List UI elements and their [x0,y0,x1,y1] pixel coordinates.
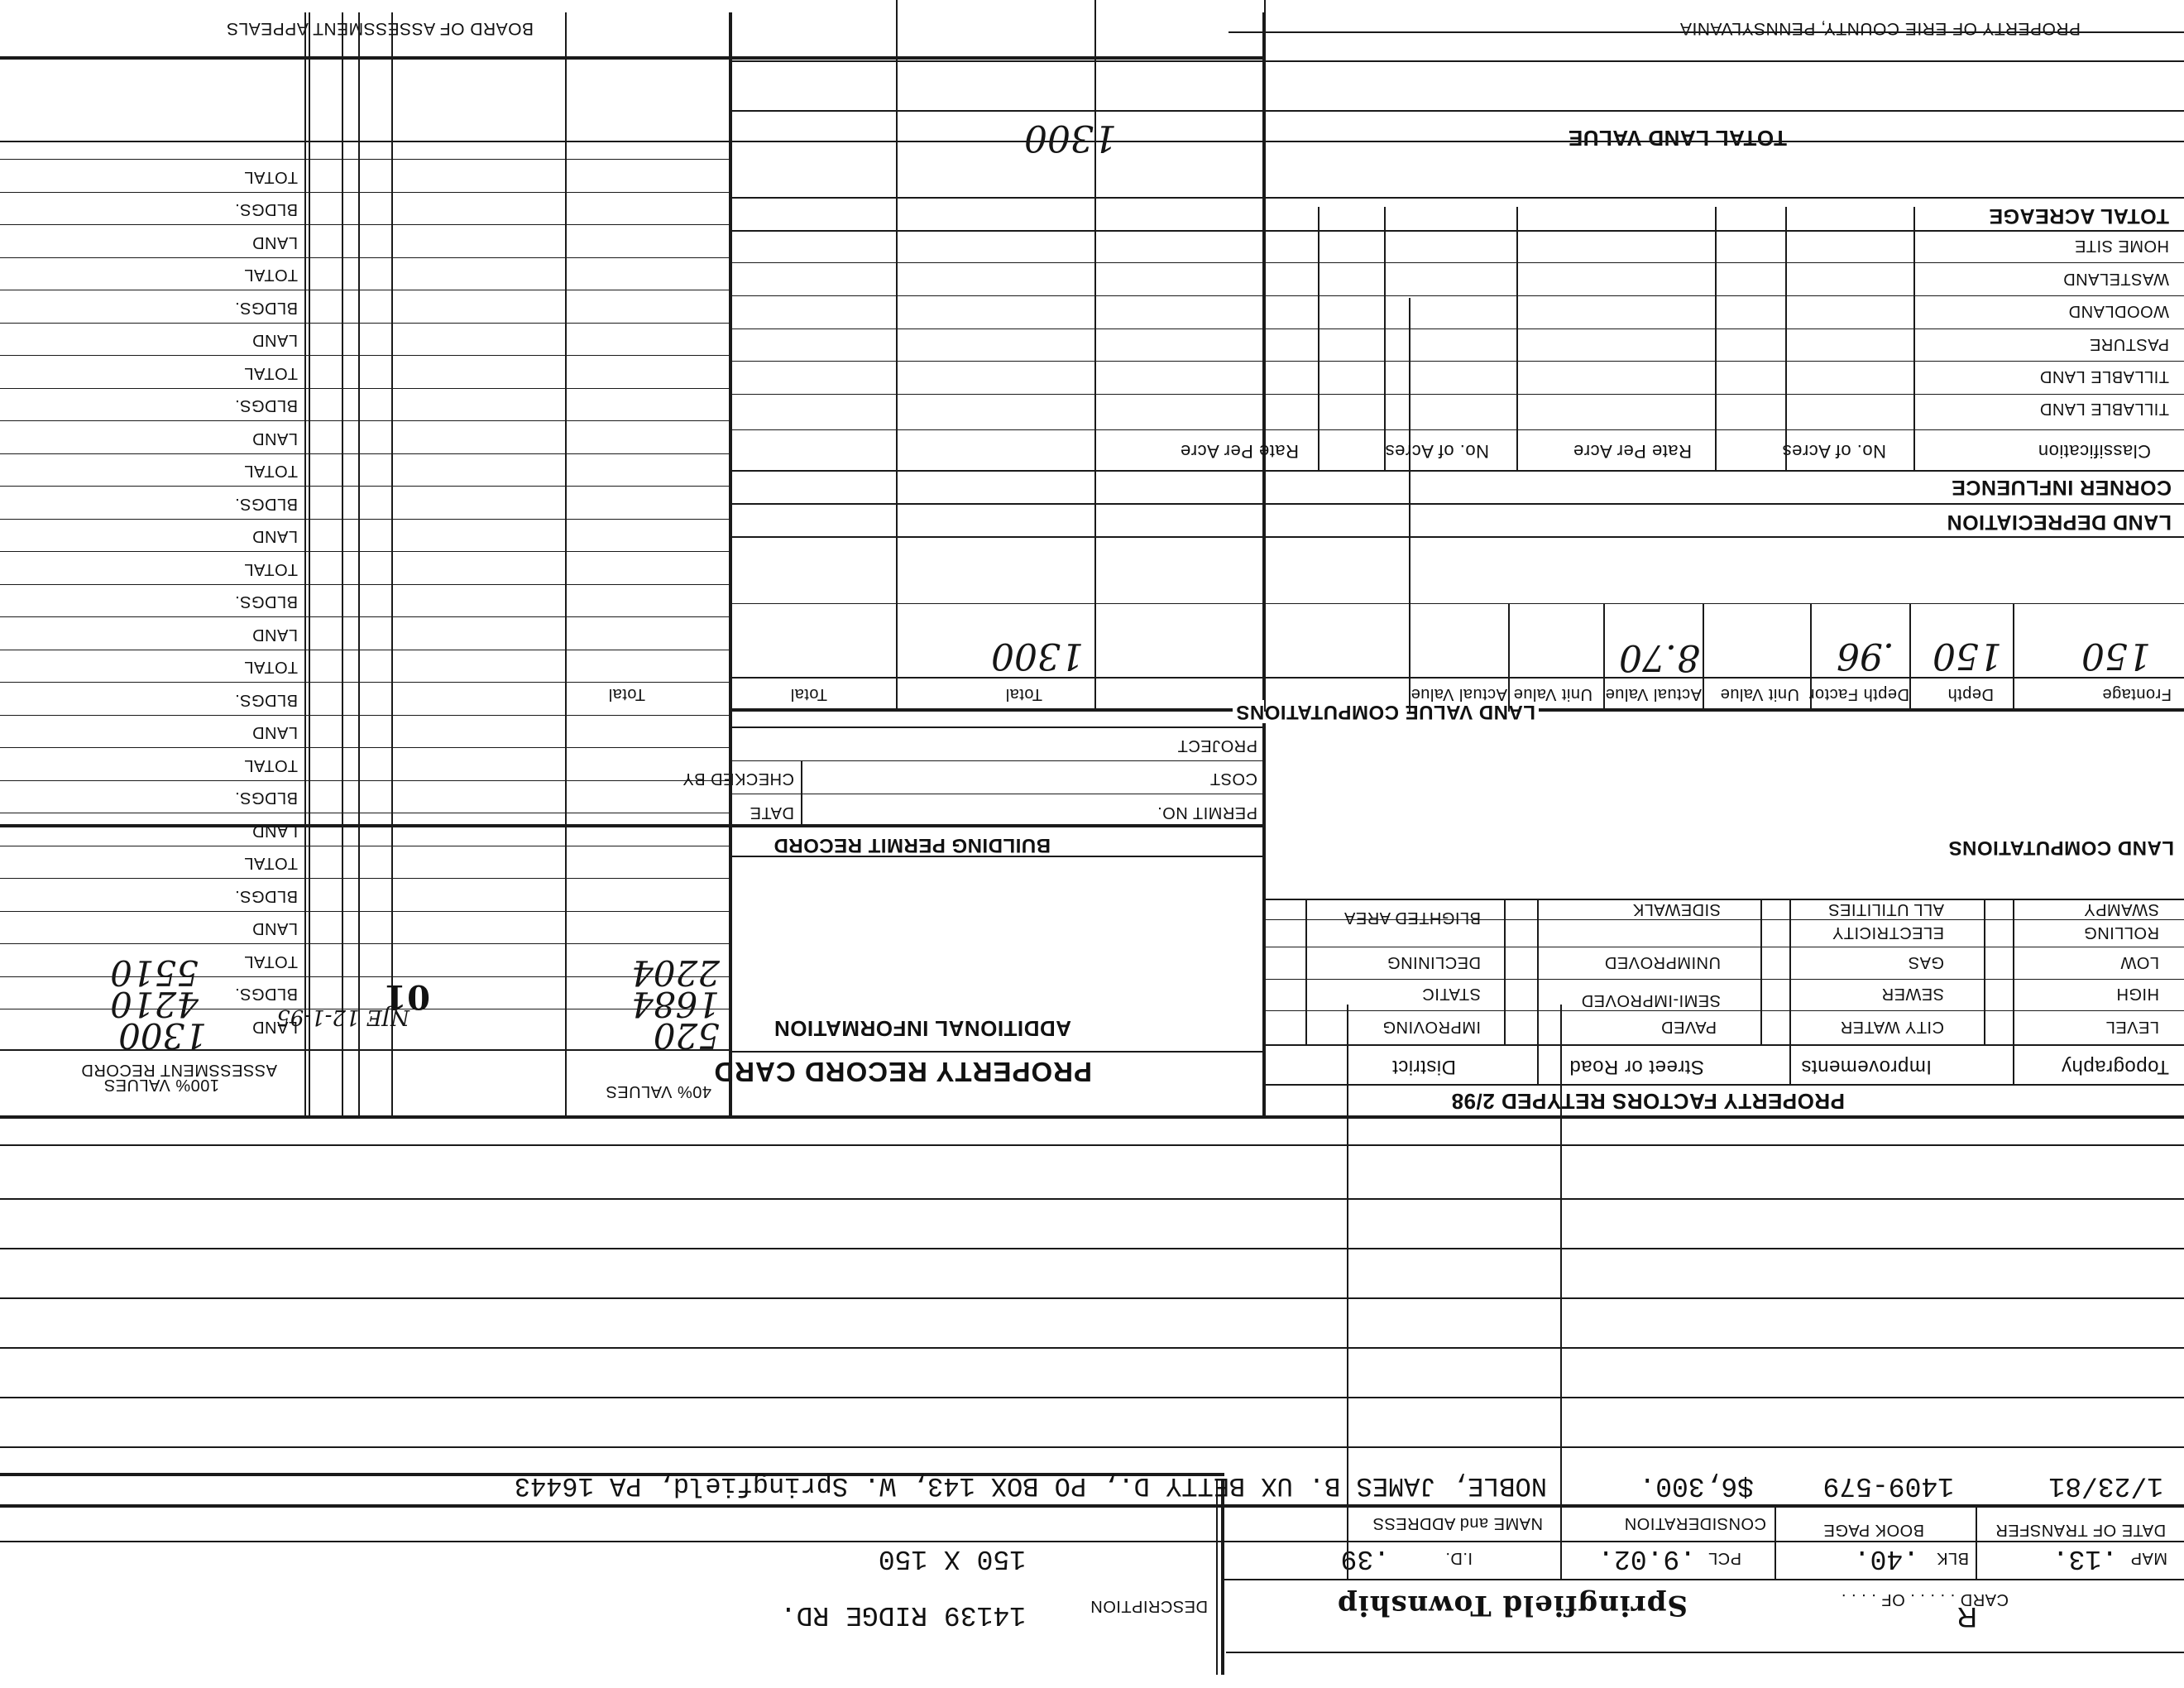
depth-value: 150 [1933,635,2002,677]
assessment-row-label: BLDGS. [234,789,298,808]
factors-col-sep [2013,900,2014,1086]
assessment-row-label: BLDGS. [234,396,298,415]
blk-label: BLK [1936,1549,1969,1567]
project-label: PROJECT [1177,736,1257,755]
factors-title-rule [1266,1084,2184,1086]
record-card-title: PROPERTY RECORD CARD [713,1057,1092,1087]
id-value: .39 [1340,1543,1390,1574]
assessment-row-label: TOTAL [243,658,298,677]
assessment-row-line [0,748,732,749]
top-divider-v [1221,1479,1224,1675]
property-factors-title: PROPERTY FACTORS RETYPED 2/98 [1451,1089,1845,1114]
initials: NJE 12-1-95 [276,1005,410,1029]
assessment-row-label: TOTAL [243,364,298,382]
land-100-value: 1300 [118,1015,207,1056]
assessment-row-line [0,453,732,454]
bldgs-100-value: 4210 [110,984,199,1024]
transfer-date: 1/23/81 [2048,1470,2163,1501]
transfer-name-address: NOBLE, JAMES B. UX BETTY D., PO BOX 143, W. Springfield, PA 16443 [514,1470,1547,1501]
date-label: DATE [750,803,794,822]
land-value-computations-title: LAND VALUE COMPUTATIONS [1233,700,1539,723]
assessment-row-label: LAND [251,233,298,252]
consideration-header: CONSIDERATION [1624,1514,1766,1532]
assessment-row-line [0,160,732,161]
land-computations-label: LAND COMPUTATIONS [1948,837,2174,859]
total-40-value: 2204 [631,952,720,993]
name-address-header: NAME and ADDRESS [1372,1514,1543,1532]
transfer-row-line [0,1347,2184,1349]
assessment-row-label: BLDGS. [234,299,298,317]
col-unit-value-2: Unit Value [1513,685,1592,703]
district-header: District [1391,1056,1456,1078]
class-tillable-1: TILLABLE LAND [2039,400,2169,418]
improvements-header: Improvements [1800,1056,1932,1078]
assessment-row-label: LAND [251,919,298,938]
sep-blk [1774,1508,1776,1580]
factor-swampy: SWAMPY [2083,900,2159,918]
permit-no-label: PERMIT NO. [1157,803,1257,822]
id-label: I.D. [1444,1549,1473,1567]
factor-city-water: CITY WATER [1840,1018,1944,1036]
transfer-date-header: DATE OF TRANSFER [1995,1521,2167,1539]
owner-line: PROPERTY OF ERIE COUNTY, PENNSYLVANIA [1679,19,2081,38]
factor-high: HIGH [2116,985,2159,1003]
board-line: BOARD OF ASSESSMENT APPEALS [226,19,534,38]
rate-per-acre-header-2: Rate Per Acre [1180,441,1299,462]
factor-blighted-area: BLIGHTED AREA [1343,909,1481,927]
assessment-row-line [0,290,732,291]
assessment-row-line [0,519,732,520]
assessment-row-line [0,911,732,912]
assessment-row-label: BLDGS. [234,592,298,611]
assessment-row-label: LAND [251,626,298,644]
property-dimensions: 150 X 150 [878,1543,1026,1574]
assessment-row-label: TOTAL [243,854,298,873]
col-total-3: Total [608,685,645,703]
class-home-site: HOME SITE [2074,237,2169,255]
assessment-row-label: TOTAL [243,756,298,774]
factor-static: STATIC [1421,985,1481,1003]
total-value: 1300 [991,635,1084,677]
corner-influence-label: CORNER INFLUENCE [1951,476,2172,499]
factors-check-sep [1504,900,1506,1046]
factor-paved: PAVED [1660,1018,1717,1036]
card-label: CARD . . . . . OF . . . . [1841,1590,2009,1609]
checked-by-label: CHECKED BY [682,770,794,788]
factor-low: LOW [2119,953,2159,971]
assessment-row-line [0,944,732,945]
assessment-row-label: LAND [251,429,298,448]
classification-header: Classification [2038,441,2151,462]
assessment-row-line [0,552,732,553]
factor-sewer: SEWER [1881,985,1944,1003]
land-40-value: 520 [653,1015,720,1056]
no-acres-header-1: No. of Acres [1782,441,1886,462]
actual-value: 8.70 [1619,636,1700,679]
land-depreciation-label: LAND DEPRECIATION [1947,511,2172,534]
card-letter: R [1956,1601,1977,1633]
transfer-row-rule [0,1504,2184,1508]
factor-gas: GAS [1908,953,1944,971]
topography-header: Topography [2061,1056,2169,1078]
assessment-row-label: LAND [251,331,298,350]
top-rule [1226,1652,2184,1653]
factors-check-sep [1760,900,1762,1046]
pcl-label: PCL [1707,1549,1741,1567]
factor-sidewalk: SIDEWALK [1632,900,1721,918]
class-pasture: PASTURE [2089,335,2169,353]
total-100-value: 5510 [110,952,199,993]
factor-all-utilities: ALL UTILITIES [1827,900,1944,918]
description-label: DESCRIPTION [1090,1597,1208,1615]
rate-per-acre-header-1: Rate Per Acre [1573,441,1692,462]
assessment-row-line [0,976,732,977]
assessment-row-label: TOTAL [243,462,298,481]
factor-declining: DECLINING [1387,953,1481,971]
header-40-values: 40% VALUES [605,1082,711,1101]
factor-rolling: ROLLING [2083,923,2159,942]
assessment-row-line [0,388,732,389]
assessment-row-line [0,356,732,357]
assessment-row-line [0,879,732,880]
assessment-row-line [0,323,732,324]
class-woodland: WOODLAND [2068,302,2169,320]
stamp: 01 [383,977,430,1016]
class-wasteland: WASTELAND [2062,270,2169,288]
transfer-book-page: 1409-579 [1822,1470,1954,1501]
additional-info-label: ADDITIONAL INFORMATION [774,1016,1071,1041]
top-inner-rule [1224,1579,2184,1580]
township-name: Springfield Township [1337,1589,1688,1622]
total-acreage-label: TOTAL ACREAGE [1988,204,2169,228]
map-value: .13. [2052,1543,2118,1574]
depth-factor-value: .96 [1837,635,1894,677]
assessment-row-label: LAND [251,1018,298,1036]
building-permit-label: BUILDING PERMIT RECORD [774,834,1051,856]
assessment-row-line [0,780,732,781]
transfer-row-line [0,1297,2184,1299]
col-frontage: Frontage [2101,685,2172,703]
assessment-row-label: BLDGS. [234,691,298,709]
sep-map [1976,1508,1977,1580]
col-unit-value: Unit Value [1720,685,1799,703]
assessment-row-label: BLDGS. [234,495,298,513]
col-actual-value-2: Actual Value [1410,685,1507,703]
factors-check-sep [1305,900,1307,1046]
col-depth-factor: Depth Factor [1808,685,1909,703]
assessment-row-line [0,1009,732,1010]
map-label: MAP [2130,1549,2167,1567]
class-tillable-2: TILLABLE LAND [2039,367,2169,386]
assessment-row-line [0,617,732,618]
header-100-values: 100% VALUES [103,1076,219,1094]
assessment-row-label: TOTAL [243,168,298,186]
factor-improving: IMPROVING [1382,1018,1481,1036]
factors-header-rule [1266,1044,2184,1046]
col-total-1: Total [1005,685,1042,703]
assessment-row-label: TOTAL [243,952,298,971]
assessment-row-label: BLDGS. [234,985,298,1004]
pcl-value: .9.02. [1597,1543,1696,1574]
property-address: 14139 RIDGE RD. [779,1599,1026,1630]
street-header: Street or Road [1569,1056,1704,1078]
assessment-row-line [0,257,732,258]
transfer-row-line [0,1198,2184,1200]
factor-unimproved: UNIMPROVED [1604,953,1721,971]
total-land-value-label: TOTAL LAND VALUE [1568,126,1787,151]
col-depth: Depth [1947,685,1994,703]
no-acres-header-2: No. of Acres [1385,441,1489,462]
frontage-value: 150 [2081,635,2151,677]
assessment-row-label: LAND [251,527,298,546]
top-divider-v2 [1216,1479,1218,1675]
blk-value: .40. [1853,1543,1919,1574]
transfer-row-line [0,1144,2184,1146]
factors-col-sep [1789,900,1791,1086]
assessment-row-line [0,584,732,585]
assessment-row-label: LAND [251,822,298,840]
assessment-row-line [0,192,732,193]
assessment-row-label: LAND [251,723,298,742]
assessment-row-line [0,421,732,422]
assessment-row-line [0,715,732,716]
transfer-row-line [0,1248,2184,1249]
factor-level: LEVEL [2105,1018,2159,1036]
assessment-row-line [0,225,732,226]
factor-electricity: ELECTRICITY [1832,923,1944,942]
transfer-row-line [0,1397,2184,1398]
book-page-header: BOOK PAGE [1823,1521,1924,1539]
assessment-row-label: BLDGS. [234,200,298,219]
total-land-value-amount: 1300 [1024,117,1117,159]
transfer-header-rule [0,1541,2184,1542]
col-total-2: Total [790,685,827,703]
assessment-row-label: BLDGS. [234,887,298,905]
transfer-row-line [0,1446,2184,1448]
factors-check-sep [1984,900,1985,1046]
assessment-row-label: TOTAL [243,266,298,285]
transfer-consideration: $6,300. [1639,1470,1754,1501]
bldgs-40-value: 1684 [631,984,720,1024]
col-actual-value: Actual Value [1605,685,1702,703]
factor-semi-improved: SEMI-IMPROVED [1581,991,1721,1009]
section-rule [0,1115,2184,1119]
cost-label: COST [1209,770,1257,788]
factors-col-sep [1537,900,1539,1086]
header-assessment-record: ASSESSMENT RECORD [80,1061,277,1079]
assessment-row-label: TOTAL [243,560,298,578]
assessment-row-line [0,813,732,814]
